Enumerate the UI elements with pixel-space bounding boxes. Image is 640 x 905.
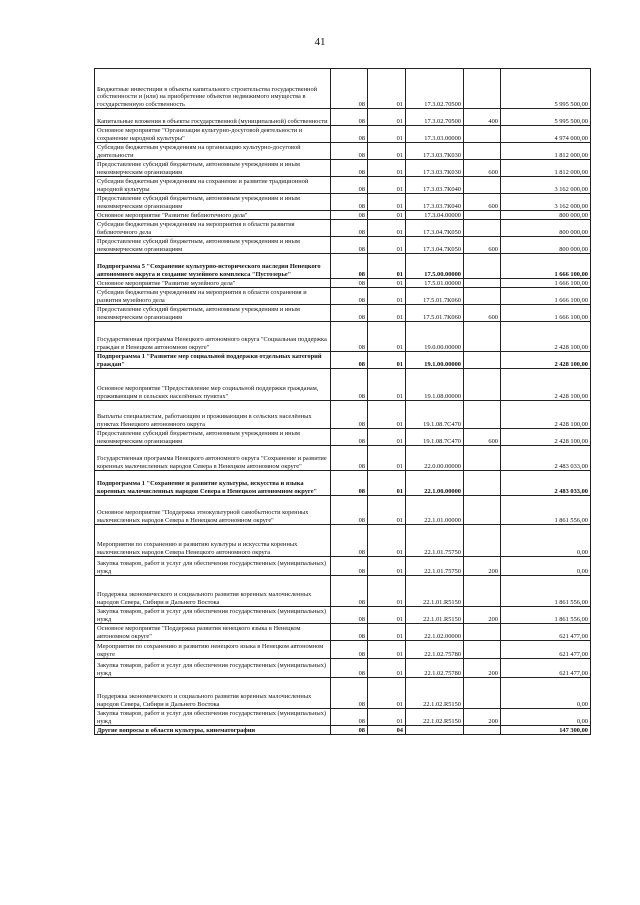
- row-name: Основное мероприятие "Поддержка развития ненецкого языка в Ненецком автономном округе": [95, 624, 331, 641]
- row-name: Выплаты специалистам, работающим и проживающим в сельских населённых пунктах Ненецкого автономного округа: [95, 401, 331, 429]
- row-subsection: 01: [368, 576, 406, 607]
- table-row: [95, 369, 591, 401]
- row-expense-type: [464, 279, 501, 288]
- row-subsection: 01: [368, 160, 406, 177]
- row-expense-type: [464, 126, 501, 143]
- row-expense-type: [464, 69, 501, 109]
- row-expense-type: 200: [464, 709, 501, 726]
- row-expense-type: [464, 322, 501, 352]
- row-subsection: 01: [368, 471, 406, 496]
- budget-table: [94, 68, 591, 735]
- table-row: [95, 496, 591, 525]
- row-expense-type: 600: [464, 237, 501, 254]
- row-name: Закупка товаров, работ и услуг для обеспечения государственных (муниципальных) нужд: [95, 709, 331, 726]
- row-section: 08: [331, 237, 368, 254]
- row-amount: 1 861 556,00: [501, 496, 591, 525]
- table-row: [95, 726, 591, 735]
- row-name: Предоставление субсидий бюджетным, автономным учреждениям и иным некоммерческим организациям: [95, 237, 331, 254]
- row-amount: 800 000,00: [501, 237, 591, 254]
- row-amount: 4 974 000,00: [501, 126, 591, 143]
- row-expense-type: 600: [464, 160, 501, 177]
- row-name: Субсидии бюджетным учреждениям на мероприятия в области развития библиотечного дела: [95, 220, 331, 237]
- table-row: [95, 279, 591, 288]
- table-row: [95, 322, 591, 352]
- row-amount: 5 995 500,00: [501, 69, 591, 109]
- row-article: 22.1.00.00000: [406, 471, 464, 496]
- row-expense-type: [464, 401, 501, 429]
- row-expense-type: [464, 143, 501, 160]
- row-section: 08: [331, 659, 368, 678]
- row-subsection: 01: [368, 322, 406, 352]
- row-name: Основное мероприятие "Поддержка этнокультурной самобытности коренных малочисленных народов Севера в Ненецком автономном округе": [95, 496, 331, 525]
- row-name: Поддержка экономического и социального развития коренных малочисленных народов Севера, Сибири и Дальнего Востока: [95, 576, 331, 607]
- row-article: 17.3.02.70500: [406, 109, 464, 126]
- row-article: 22.1.02.00000: [406, 624, 464, 641]
- row-name: Подпрограмма 1 "Развитие мер социальной поддержки отдельных категорий граждан": [95, 352, 331, 369]
- row-article: 22.1.02.R5150: [406, 678, 464, 709]
- row-section: 08: [331, 641, 368, 659]
- row-section: 08: [331, 211, 368, 220]
- table-row: [95, 143, 591, 160]
- row-section: 08: [331, 726, 368, 735]
- row-article: 22.1.01.00000: [406, 496, 464, 525]
- row-name: Мероприятия по сохранению и развитию культуры и искусства коренных малочисленных народов Севера Ненецкого автономного округа: [95, 525, 331, 557]
- table-row: [95, 194, 591, 211]
- row-amount: 3 162 000,00: [501, 194, 591, 211]
- row-name: Основное мероприятие "Предоставление мер социальной поддержки гражданам, проживающим в сельских населённых пунктах": [95, 369, 331, 401]
- row-amount: 2 428 100,00: [501, 401, 591, 429]
- row-section: 08: [331, 220, 368, 237]
- row-article: 17.3.04.7К050: [406, 237, 464, 254]
- row-name: Субсидии бюджетным учреждениям на организацию культурно-досуговой деятельности: [95, 143, 331, 160]
- row-name: Закупка товаров, работ и услуг для обеспечения государственных (муниципальных) нужд: [95, 607, 331, 624]
- table-row: [95, 557, 591, 576]
- row-name: Предоставление субсидий бюджетным, автономным учреждениям и иным некоммерческим организациям: [95, 194, 331, 211]
- row-expense-type: [464, 496, 501, 525]
- row-subsection: 01: [368, 194, 406, 211]
- row-expense-type: 600: [464, 305, 501, 322]
- row-amount: 0,00: [501, 678, 591, 709]
- row-article: 17.5.01.7К060: [406, 288, 464, 305]
- row-article: 17.3.03.7К040: [406, 194, 464, 211]
- row-subsection: 01: [368, 525, 406, 557]
- row-section: 08: [331, 69, 368, 109]
- row-section: 08: [331, 322, 368, 352]
- row-section: 08: [331, 288, 368, 305]
- row-section: 08: [331, 471, 368, 496]
- row-amount: 2 428 100,00: [501, 352, 591, 369]
- table-row: [95, 709, 591, 726]
- row-section: 08: [331, 194, 368, 211]
- row-expense-type: [464, 369, 501, 401]
- row-amount: 1 666 100,00: [501, 288, 591, 305]
- row-subsection: 01: [368, 369, 406, 401]
- row-amount: 1 861 556,00: [501, 576, 591, 607]
- table-row: [95, 160, 591, 177]
- row-name: Субсидии бюджетным учреждениям на сохранение и развитие традиционной народной культуры: [95, 177, 331, 194]
- row-subsection: 01: [368, 446, 406, 471]
- row-article: 22.1.02.75780: [406, 659, 464, 678]
- row-subsection: 01: [368, 177, 406, 194]
- row-subsection: 01: [368, 496, 406, 525]
- row-article: 19.1.00.00000: [406, 352, 464, 369]
- row-subsection: 01: [368, 624, 406, 641]
- row-amount: 1 812 000,00: [501, 160, 591, 177]
- row-article: 17.3.04.7К050: [406, 220, 464, 237]
- table-row: [95, 429, 591, 446]
- row-amount: 0,00: [501, 709, 591, 726]
- table-row: [95, 678, 591, 709]
- row-expense-type: [464, 446, 501, 471]
- row-section: 08: [331, 525, 368, 557]
- row-section: 08: [331, 305, 368, 322]
- row-name: Государственная программа Ненецкого автономного округа "Сохранение и развитие коренных малочисленных народов Севера в Ненецком автономном округе": [95, 446, 331, 471]
- row-expense-type: [464, 678, 501, 709]
- row-subsection: 01: [368, 352, 406, 369]
- row-subsection: 01: [368, 211, 406, 220]
- table-row: [95, 305, 591, 322]
- row-expense-type: [464, 576, 501, 607]
- row-amount: 1 861 556,00: [501, 607, 591, 624]
- row-amount: 1 666 100,00: [501, 305, 591, 322]
- table-row: [95, 237, 591, 254]
- row-name: Предоставление субсидий бюджетным, автономным учреждениям и иным некоммерческим организациям: [95, 305, 331, 322]
- row-name: Основное мероприятие "Организация культурно-досуговой деятельности и сохранение народной культуры": [95, 126, 331, 143]
- budget-table-body: [95, 69, 591, 735]
- table-row: [95, 109, 591, 126]
- row-name: Закупка товаров, работ и услуг для обеспечения государственных (муниципальных) нужд: [95, 557, 331, 576]
- table-row: [95, 446, 591, 471]
- row-expense-type: [464, 177, 501, 194]
- table-row: [95, 126, 591, 143]
- row-amount: 2 483 033,00: [501, 446, 591, 471]
- row-article: 17.3.02.70500: [406, 69, 464, 109]
- row-amount: 2 428 100,00: [501, 429, 591, 446]
- row-expense-type: [464, 352, 501, 369]
- row-article: 19.0.00.00000: [406, 322, 464, 352]
- row-article: 17.3.04.00000: [406, 211, 464, 220]
- row-subsection: 01: [368, 288, 406, 305]
- row-name: Субсидии бюджетным учреждениям на мероприятия в области сохранения и развития музейного дела: [95, 288, 331, 305]
- row-subsection: 01: [368, 709, 406, 726]
- row-name: Бюджетные инвестиции в объекты капитального строительства государственной собственности и (или) на приобретение объектов недвижимого имущества в государственную собственность: [95, 69, 331, 109]
- row-section: 08: [331, 369, 368, 401]
- row-amount: 147 300,00: [501, 726, 591, 735]
- table-row: [95, 607, 591, 624]
- table-row: [95, 288, 591, 305]
- table-row: [95, 624, 591, 641]
- row-expense-type: [464, 211, 501, 220]
- row-amount: 0,00: [501, 525, 591, 557]
- row-subsection: 01: [368, 69, 406, 109]
- row-section: 08: [331, 352, 368, 369]
- row-amount: 2 428 100,00: [501, 369, 591, 401]
- row-amount: 621 477,00: [501, 624, 591, 641]
- row-section: 08: [331, 143, 368, 160]
- row-expense-type: [464, 624, 501, 641]
- table-row: [95, 177, 591, 194]
- row-subsection: 01: [368, 305, 406, 322]
- row-expense-type: [464, 288, 501, 305]
- row-expense-type: 200: [464, 607, 501, 624]
- row-name: Основное мероприятие "Развитие музейного дела": [95, 279, 331, 288]
- row-article: 17.3.03.7К030: [406, 160, 464, 177]
- row-section: 08: [331, 496, 368, 525]
- row-subsection: 01: [368, 237, 406, 254]
- row-article: 22.1.02.R5150: [406, 709, 464, 726]
- row-name: Предоставление субсидий бюджетным, автономным учреждениям и иным некоммерческим организациям: [95, 160, 331, 177]
- table-row: [95, 254, 591, 279]
- row-amount: 5 995 500,00: [501, 109, 591, 126]
- row-section: 08: [331, 624, 368, 641]
- row-name: Закупка товаров, работ и услуг для обеспечения государственных (муниципальных) нужд: [95, 659, 331, 678]
- row-article: 22.1.01.R5150: [406, 576, 464, 607]
- row-name: Мероприятия по сохранению и развитию ненецкого языка в Ненецком автономном округе: [95, 641, 331, 659]
- row-name: Капитальные вложения в объекты государственной (муниципальной) собственности: [95, 109, 331, 126]
- row-name: Подпрограмма 5 "Сохранение культурно-исторического наследия Ненецкого автономного округа и создание музейного комплекса "Пустозерье": [95, 254, 331, 279]
- row-subsection: 01: [368, 143, 406, 160]
- row-subsection: 01: [368, 678, 406, 709]
- row-name: Поддержка экономического и социального развития коренных малочисленных народов Севера, Сибири и Дальнего Востока: [95, 678, 331, 709]
- row-name: Государственная программа Ненецкого автономного округа "Социальная поддержка граждан в Ненецком автономном округе": [95, 322, 331, 352]
- row-expense-type: [464, 726, 501, 735]
- row-article: 17.5.01.00000: [406, 279, 464, 288]
- row-expense-type: 600: [464, 194, 501, 211]
- row-section: 08: [331, 429, 368, 446]
- row-article: 17.3.03.7К030: [406, 143, 464, 160]
- row-name: Предоставление субсидий бюджетным, автономным учреждениям и иным некоммерческим организациям: [95, 429, 331, 446]
- table-row: [95, 659, 591, 678]
- row-amount: 621 477,00: [501, 641, 591, 659]
- row-section: 08: [331, 557, 368, 576]
- row-subsection: 01: [368, 279, 406, 288]
- table-row: [95, 220, 591, 237]
- row-section: 08: [331, 279, 368, 288]
- row-article: [406, 726, 464, 735]
- row-subsection: 01: [368, 607, 406, 624]
- row-article: 19.1.08.7С470: [406, 401, 464, 429]
- row-name: Подпрограмма 1 "Сохранение и развитие культуры, искусства и языка коренных малочисленных народов Севера в Ненецком автономном округе": [95, 471, 331, 496]
- row-article: 17.3.03.7К040: [406, 177, 464, 194]
- row-section: 08: [331, 401, 368, 429]
- row-section: 08: [331, 109, 368, 126]
- row-expense-type: 200: [464, 659, 501, 678]
- table-row: [95, 69, 591, 109]
- row-subsection: 01: [368, 254, 406, 279]
- row-article: 22.1.01.R5150: [406, 607, 464, 624]
- table-row: [95, 211, 591, 220]
- row-section: 08: [331, 160, 368, 177]
- row-article: 22.1.01.75750: [406, 557, 464, 576]
- row-section: 08: [331, 607, 368, 624]
- row-section: 08: [331, 446, 368, 471]
- table-row: [95, 401, 591, 429]
- row-section: 08: [331, 576, 368, 607]
- row-amount: 3 162 000,00: [501, 177, 591, 194]
- table-row: [95, 641, 591, 659]
- row-article: 17.5.01.7К060: [406, 305, 464, 322]
- row-article: 22.1.02.75780: [406, 641, 464, 659]
- row-article: 22.0.00.00000: [406, 446, 464, 471]
- row-section: 08: [331, 678, 368, 709]
- row-article: 17.3.03.00000: [406, 126, 464, 143]
- row-amount: 800 000,00: [501, 211, 591, 220]
- row-subsection: 01: [368, 641, 406, 659]
- row-subsection: 01: [368, 557, 406, 576]
- table-row: [95, 471, 591, 496]
- row-article: 17.5.00.00000: [406, 254, 464, 279]
- row-subsection: 01: [368, 659, 406, 678]
- row-article: 22.1.01.75750: [406, 525, 464, 557]
- row-section: 08: [331, 177, 368, 194]
- page-number: 41: [314, 36, 326, 48]
- row-section: 08: [331, 254, 368, 279]
- row-subsection: 04: [368, 726, 406, 735]
- row-section: 08: [331, 126, 368, 143]
- row-subsection: 01: [368, 109, 406, 126]
- table-row: [95, 525, 591, 557]
- row-amount: 1 666 100,00: [501, 254, 591, 279]
- row-amount: 800 000,00: [501, 220, 591, 237]
- row-section: 08: [331, 709, 368, 726]
- row-expense-type: [464, 641, 501, 659]
- table-row: [95, 352, 591, 369]
- row-expense-type: [464, 220, 501, 237]
- row-expense-type: [464, 525, 501, 557]
- row-amount: 621 477,00: [501, 659, 591, 678]
- row-amount: 0,00: [501, 557, 591, 576]
- row-amount: 2 428 100,00: [501, 322, 591, 352]
- row-expense-type: [464, 471, 501, 496]
- row-subsection: 01: [368, 126, 406, 143]
- row-expense-type: 600: [464, 429, 501, 446]
- row-article: 19.1.08.7С470: [406, 429, 464, 446]
- row-subsection: 01: [368, 220, 406, 237]
- row-expense-type: [464, 254, 501, 279]
- row-expense-type: 200: [464, 557, 501, 576]
- row-amount: 2 483 033,00: [501, 471, 591, 496]
- table-row: [95, 576, 591, 607]
- row-amount: 1 812 000,00: [501, 143, 591, 160]
- row-name: Другие вопросы в области культуры, кинематографии: [95, 726, 331, 735]
- row-amount: 1 666 100,00: [501, 279, 591, 288]
- row-subsection: 01: [368, 401, 406, 429]
- row-name: Основное мероприятие "Развитие библиотечного дела": [95, 211, 331, 220]
- row-expense-type: 400: [464, 109, 501, 126]
- row-article: 19.1.08.00000: [406, 369, 464, 401]
- row-subsection: 01: [368, 429, 406, 446]
